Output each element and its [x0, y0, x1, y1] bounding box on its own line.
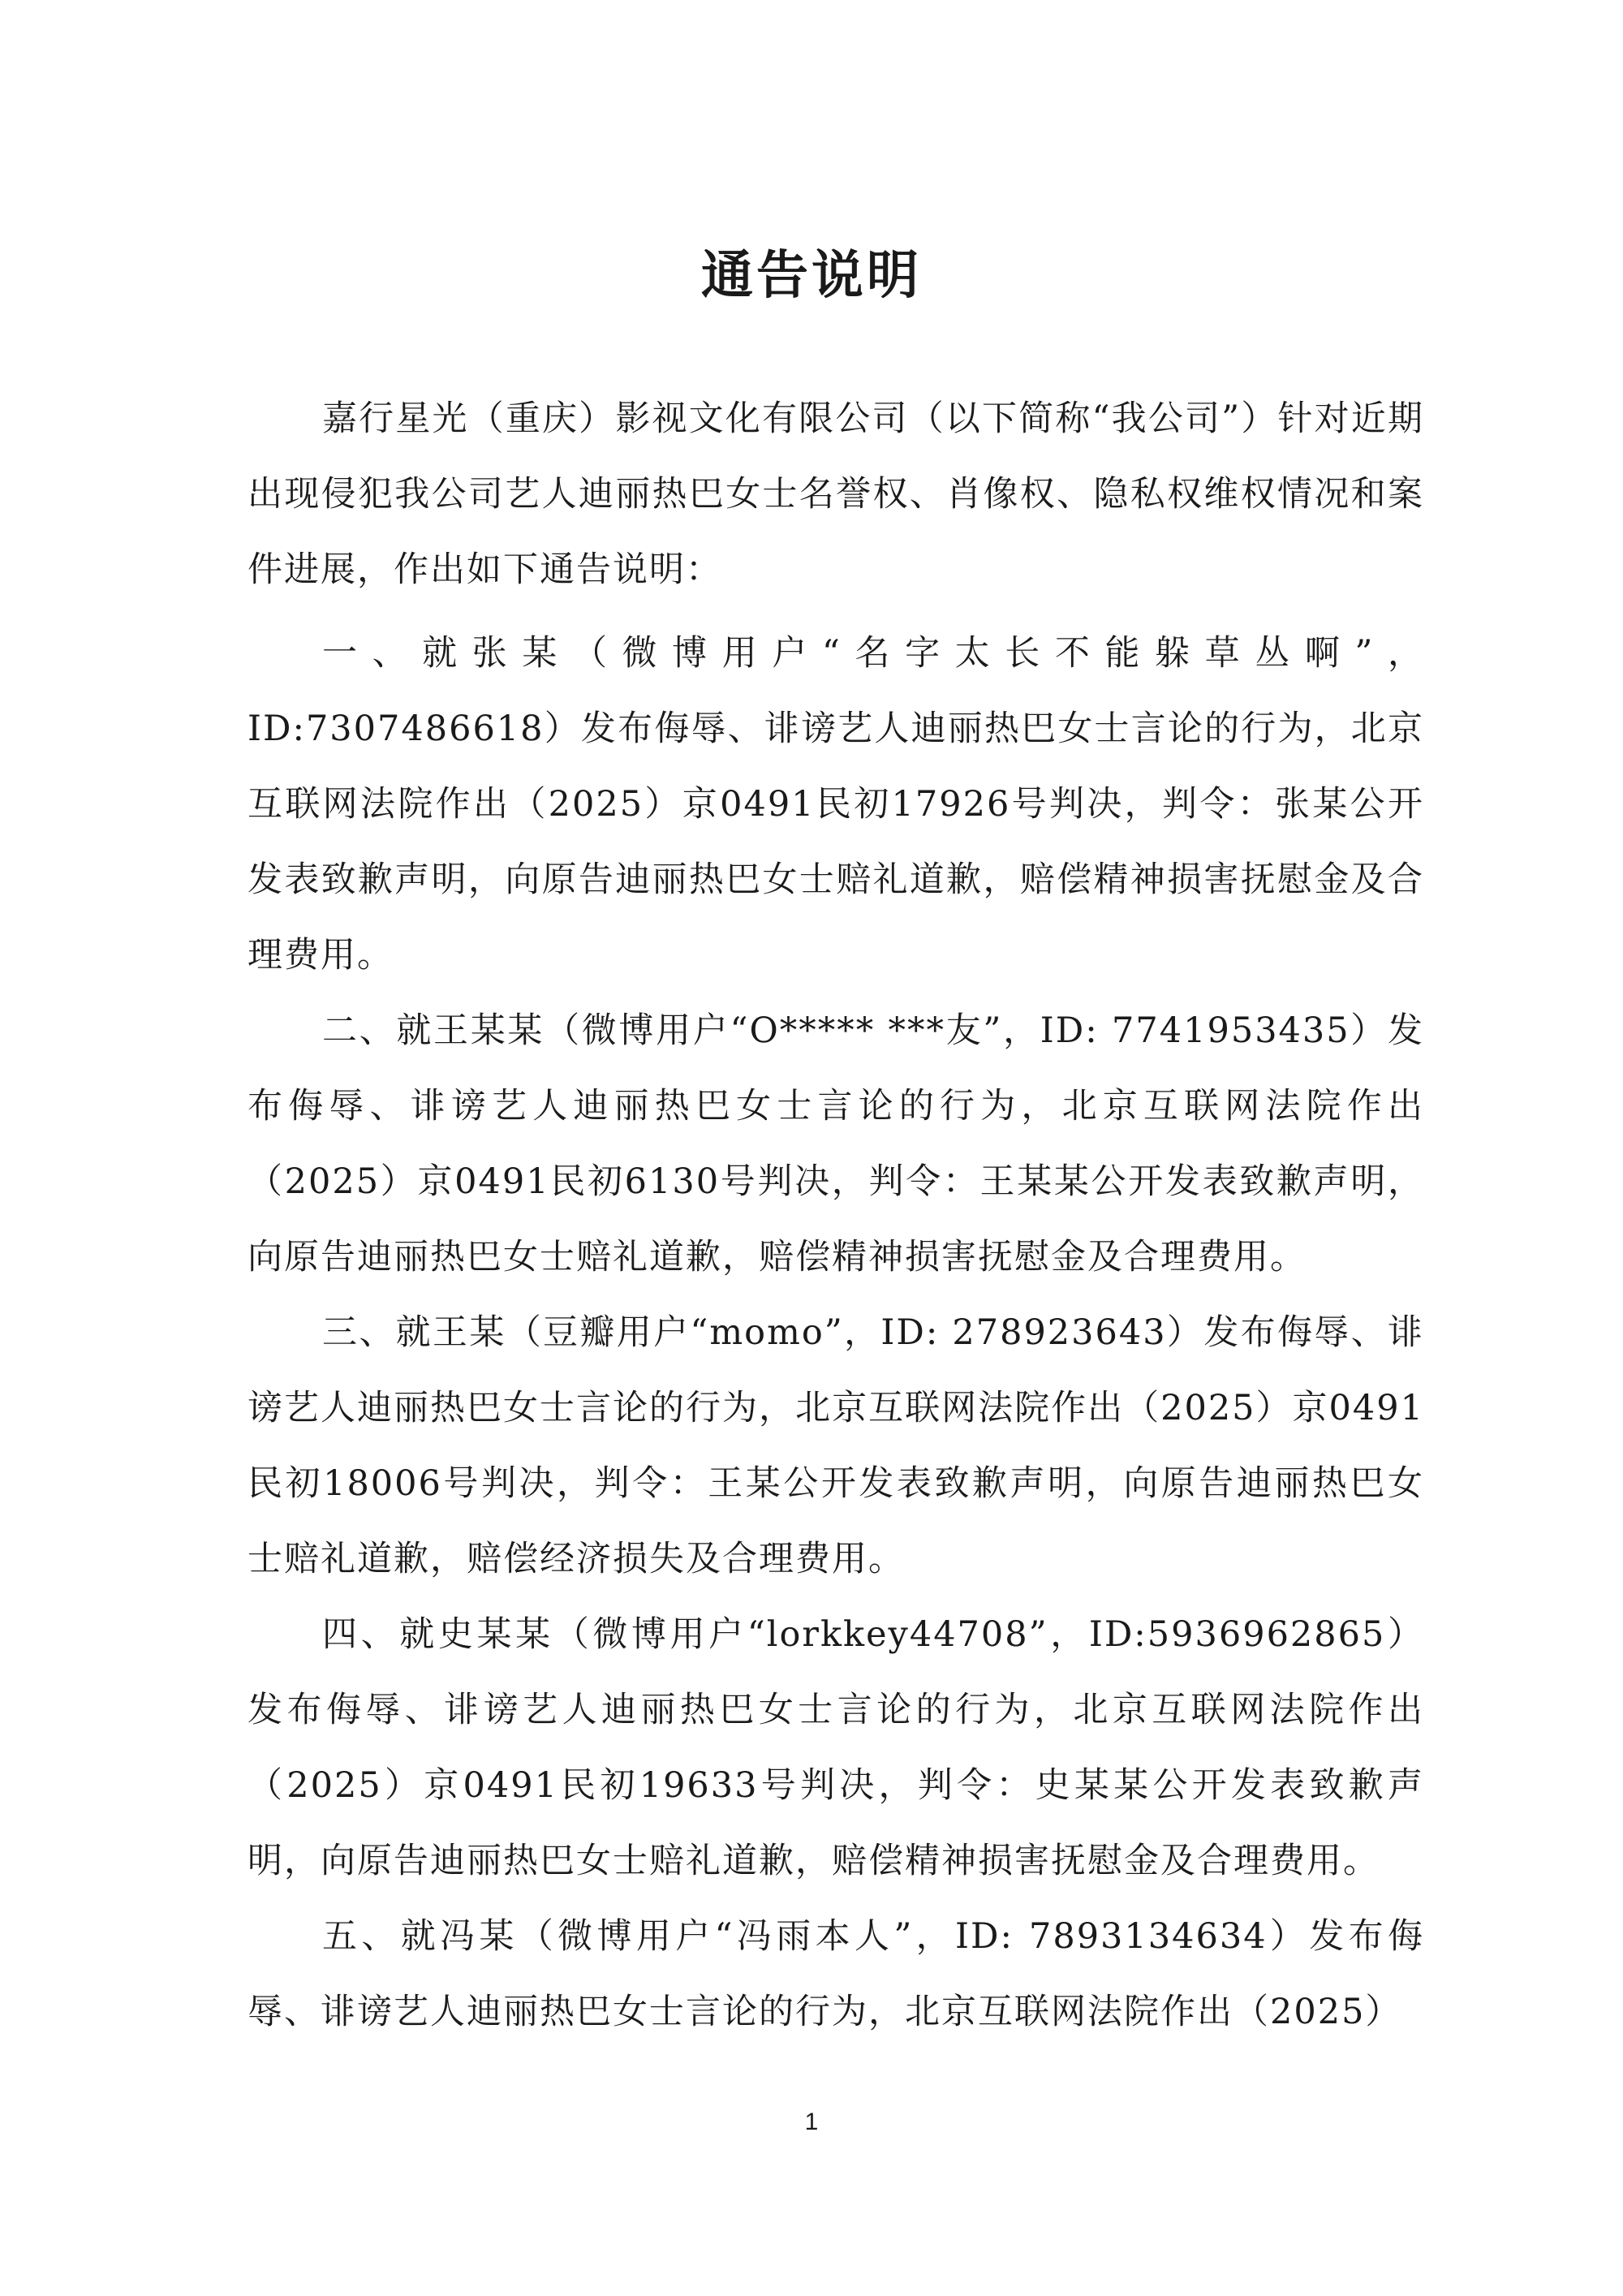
document-body — [248, 381, 1424, 2050]
paragraph-item-5: 五、就冯某（微博用户“冯雨本人”，ID: 7893134634）发布侮辱、诽谤艺人迪丽热巴女士言论的行为，北京互联网法院作出（2025） — [248, 1916, 1424, 2032]
paragraph-item-2: 二、就王某某（微博用户“O***** ***友”，ID: 7741953435）发布侮辱、诽谤艺人迪丽热巴女士言论的行为，北京互联网法院作出（2025）京0491民初6130号判决，判令：王某某公开发表致歉声明，向原告迪丽热巴女士赔礼道歉，赔偿精神损害抚慰金及合理费用。 — [248, 1010, 1424, 1277]
paragraph-item-4: 四、就史某某（微博用户“lorkkey44708”，ID:5936962865）发布侮辱、诽谤艺人迪丽热巴女士言论的行为，北京互联网法院作出（2025）京0491民初19633号判决，判令：史某某公开发表致歉声明，向原告迪丽热巴女士赔礼道歉，赔偿精神损害抚慰金及合理费用。 — [248, 1614, 1424, 1881]
paragraph-item-3: 三、就王某（豆瓣用户“momo”，ID: 278923643）发布侮辱、诽谤艺人迪丽热巴女士言论的行为，北京互联网法院作出（2025）京0491民初18006号判决，判令：王某公开发表致歉声明，向原告迪丽热巴女士赔礼道歉，赔偿经济损失及合理费用。 — [248, 1312, 1424, 1579]
paragraph-item-1: 一、就张某（微博用户“名字太长不能躲草丛啊”，ID:7307486618）发布侮辱、诽谤艺人迪丽热巴女士言论的行为，北京互联网法院作出（2025）京0491民初17926号判决，判令：张某公开发表致歉声明，向原告迪丽热巴女士赔礼道歉，赔偿精神损害抚慰金及合理费用。 — [248, 633, 1424, 976]
page-number: 1 — [804, 2109, 819, 2135]
paragraph-intro: 嘉行星光（重庆）影视文化有限公司（以下简称“我公司”）针对近期出现侵犯我公司艺人迪丽热巴女士名誉权、肖像权、隐私权维权情况和案件进展，作出如下通告说明： — [248, 398, 1424, 590]
document-title: 通告说明 — [701, 246, 922, 306]
